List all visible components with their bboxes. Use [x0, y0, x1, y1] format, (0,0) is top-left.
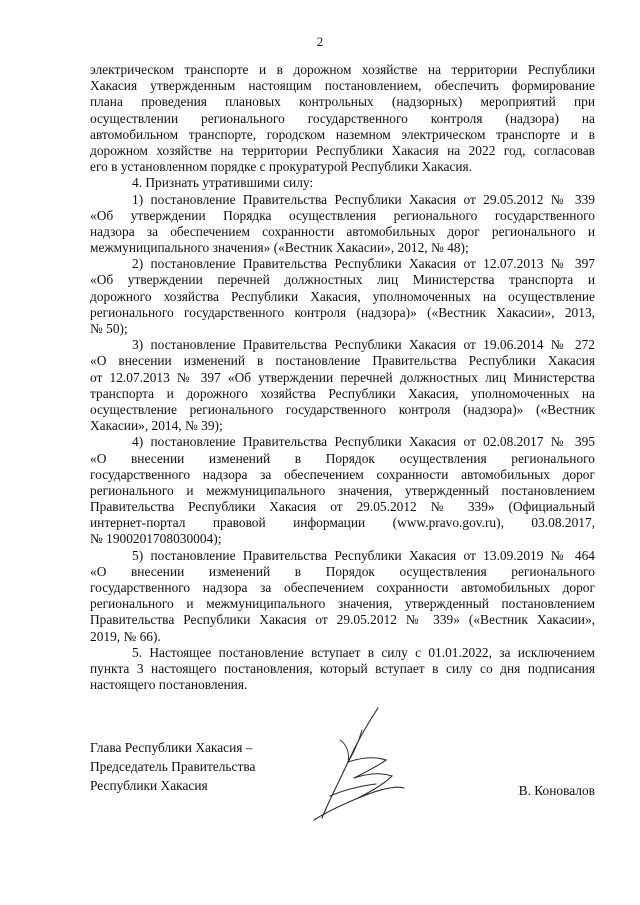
- body-text-line: 4) постановление Правительства Республики Хакасия от 02.08.2017 № 395: [132, 434, 595, 450]
- body-text-line: транспорта и дорожного хозяйства Республики Хакасия, уполномоченных на: [90, 385, 595, 401]
- body-text-line: регионального государственного контроля (надзора)» («Вестник Хакасии», 2013,: [90, 304, 595, 320]
- body-text-line: государственного надзора за обеспечением сохранности автомобильных дорог: [90, 466, 595, 482]
- body-text-line: регионального и межмуниципального значения, утвержденный постановлением: [90, 596, 595, 612]
- body-text-line: Хакасии», 2014, № 39);: [90, 418, 223, 434]
- body-text-line: регионального и межмуниципального значения, утвержденный постановлением: [90, 482, 595, 498]
- signature-title-line-3: Республики Хакасия: [90, 778, 208, 794]
- body-text-line: интернет-портал правовой информации (www.pravo.gov.ru), 03.08.2017,: [90, 515, 595, 531]
- body-text-line: пункта 3 настоящего постановления, который вступает в силу со дня подписания: [90, 660, 595, 676]
- body-text-line: 5. Настоящее постановление вступает в силу с 01.01.2022, за исключением: [132, 644, 595, 660]
- body-text-line: осуществлении регионального государственного контроля (надзора) на: [90, 110, 595, 126]
- body-text-line: настоящего постановления.: [90, 677, 248, 693]
- body-text-line: 5) постановление Правительства Республики Хакасия от 13.09.2019 № 464: [132, 547, 595, 563]
- body-text-line: 4. Признать утратившими силу:: [132, 175, 314, 191]
- body-text-line: электрическом транспорте и в дорожном хозяйстве на территории Республики: [90, 62, 595, 77]
- body-text-line: межмуниципального значения» («Вестник Хакасии», 2012, № 48);: [90, 240, 469, 256]
- body-text-line: осуществление регионального государственного контроля (надзора)» («Вестник: [90, 401, 595, 417]
- signature-title-line-1: Глава Республики Хакасия –: [90, 740, 253, 755]
- body-text-line: «О внесении изменений в Порядок осуществления регионального: [90, 563, 595, 579]
- body-text-line: Правительства Республики Хакасия от 29.05.2012 № 339» («Вестник Хакасии»,: [90, 612, 595, 628]
- body-text-line: «Об утверждении Порядка осуществления регионального государственного: [90, 207, 595, 223]
- body-text-line: 2) постановление Правительства Республики Хакасия от 12.07.2013 № 397: [132, 256, 595, 272]
- body-text-line: дорожном хозяйстве на территории Республики Хакасия на 2022 год, согласовав: [90, 142, 595, 158]
- body-text-line: № 50);: [90, 321, 128, 336]
- page-number: 2: [316, 34, 324, 49]
- body-text-line: 3) постановление Правительства Республики Хакасия от 19.06.2014 № 272: [132, 337, 595, 353]
- body-text-line: его в установленном порядке с прокуратурой Республики Хакасия.: [90, 159, 473, 175]
- signature-title-line-2: Председатель Правительства: [90, 759, 256, 775]
- body-text-line: Хакасия утвержденным настоящим постановлением, обеспечить формирование: [90, 78, 595, 94]
- body-text-line: 2019, № 66).: [90, 628, 161, 644]
- body-text-line: «О внесении изменений в Порядок осуществления регионального: [90, 450, 595, 466]
- body-text-line: автомобильном транспорте, городском наземном электрическом транспорте и в: [90, 126, 595, 142]
- body-text-line: Правительства Республики Хакасия от 29.05.2012 № 339» (Официальный: [90, 499, 595, 515]
- body-text-line: «Об утверждении перечней должностных лиц Министерства транспорта и: [90, 272, 595, 288]
- body-text-line: 1) постановление Правительства Республики Хакасия от 29.05.2012 № 339: [132, 191, 595, 207]
- body-text-line: государственного надзора за обеспечением сохранности автомобильных дорог: [90, 580, 595, 595]
- signatory-name: В. Коновалов: [518, 783, 595, 798]
- body-text-line: «О внесении изменений в постановление Правительства Республики Хакасия: [90, 353, 595, 369]
- body-text-line: от 12.07.2013 № 397 «Об утверждении перечней должностных лиц Министерства: [90, 369, 595, 385]
- document-body: [90, 62, 595, 693]
- body-text-line: дорожного хозяйства Республики Хакасия, уполномоченных на осуществление: [90, 288, 595, 304]
- body-text-line: № 1900201708030004);: [90, 531, 222, 547]
- body-text-line: плана проведения плановых контрольных (надзорных) мероприятий при: [90, 94, 595, 110]
- body-text-line: надзора за обеспечением сохранности автомобильных дорог регионального и: [90, 223, 595, 239]
